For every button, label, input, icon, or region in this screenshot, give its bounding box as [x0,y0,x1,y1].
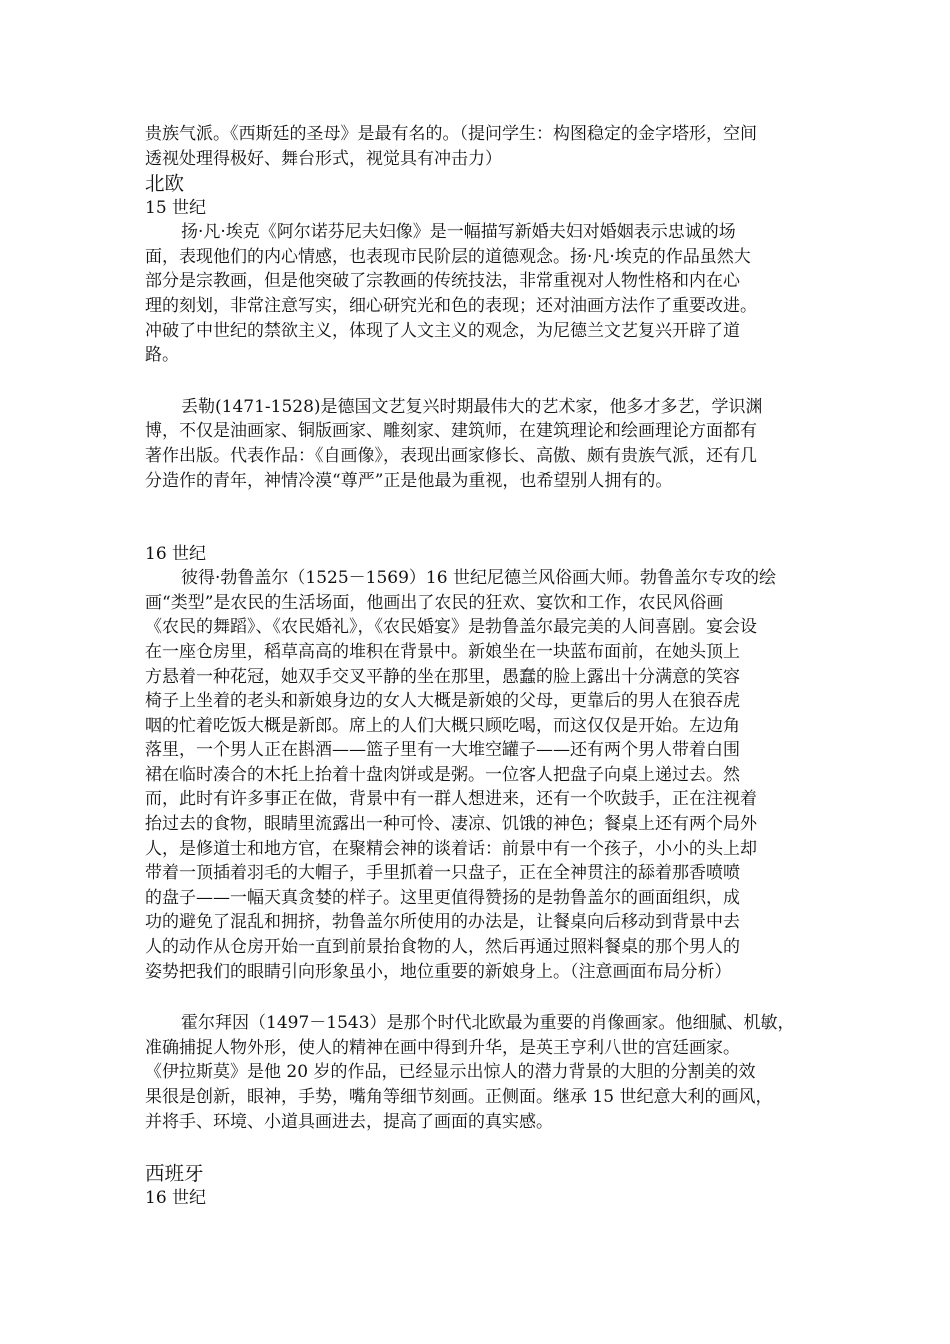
text-line: 方悬着一种花冠，她双手交叉平静的坐在那里，愚蠢的脸上露出十分满意的笑容 [145,666,740,687]
text-line: 咽的忙着吃饭大概是新郎。席上的人们大概只顾吃喝，而这仅仅是开始。左边角 [145,715,740,736]
paragraph-durer [145,395,813,493]
text-line: 带着一顶插着羽毛的大帽子，手里抓着一只盘子，正在全神贯注的舔着那香喷喷 [145,863,740,884]
text-line: 椅子上坐着的老头和新娘身边的女人大概是新娘的父母，更靠后的男人在狼吞虎 [145,691,740,712]
text-line: 彼得·勃鲁盖尔（1525－1569）16 世纪尼德兰风俗画大师。勃鲁盖尔专攻的绘 [181,568,776,589]
text-line: 画“类型”是农民的生活场面，他画出了农民的狂欢、宴饮和工作，农民风俗画 [145,592,724,613]
text-line: 霍尔拜因（1497－1543）是那个时代北欧最为重要的肖像画家。他细腻、机敏， [181,1013,795,1034]
spacer [145,984,813,1011]
text-line: 而，此时有许多事正在做，背景中有一群人想进来，还有一个吹鼓手，正在注视着 [145,789,757,810]
paragraph-bruegel [145,566,813,984]
text-line: 贵族气派。《西斯廷的圣母》是最有名的。（提问学生：构图稳定的金字塔形，空间 [145,124,757,144]
text-line: 《农民的舞蹈》、《农民婚礼》，《农民婚宴》是勃鲁盖尔最完美的人间喜剧。宴会设 [145,617,757,638]
text-line: 裙在临时凑合的木托上抬着十盘肉饼或是粥。一位客人把盘子向桌上递过去。然 [145,764,740,785]
text-line: 分造作的青年，神情冷漠“尊严”正是他最为重视，也希望别人拥有的。 [145,470,673,491]
text-line: 丢勒(1471-1528)是德国文艺复兴时期最伟大的艺术家，他多才多艺，学识渊 [181,396,763,417]
spacer [145,1134,813,1161]
text-line: 博，不仅是油画家、铜版画家、雕刻家、建筑师，在建筑理论和绘画理论方面都有 [145,421,757,442]
section-title-north-europe: 北欧 [145,172,185,196]
subheading-spain-16th-century: 16 世纪 [145,1188,207,1209]
spacer [145,368,813,395]
text-line: 果很是创新，眼神，手势，嘴角等细节刻画。正侧面。继承 15 世纪意大利的画风， [145,1087,773,1107]
subheading-15th-century: 15 世纪 [145,198,207,219]
text-line: 人，是修道士和地方官，在聚精会神的谈着话：前景中有一个孩子，小小的头上却 [145,838,757,859]
text-line: 透视处理得极好、舞台形式，视觉具有冲击力） [145,148,502,169]
text-line: 著作出版。代表作品：《自画像》，表现出画家修长、高傲、颇有贵族气派，还有几 [145,445,757,466]
text-line: 在一座仓房里，稻草高高的堆积在背景中。新娘坐在一块蓝布面前，在她头顶上 [145,641,740,662]
spacer [145,493,813,542]
text-line: 并将手、环境、小道具画进去，提高了画面的真实感。 [145,1111,553,1132]
section-title-spain: 西班牙 [145,1162,204,1186]
document-page [145,122,813,1210]
text-line: 冲破了中世纪的禁欲主义，体现了人文主义的观念，为尼德兰文艺复兴开辟了道 [145,320,740,341]
text-line: 路。 [145,345,179,366]
text-line: 姿势把我们的眼睛引向形象虽小，地位重要的新娘身上。（注意画面布局分析） [145,961,732,982]
intro-paragraph [145,122,813,171]
text-line: 的盘子——一幅天真贪婪的样子。这里更值得赞扬的是勃鲁盖尔的画面组织，成 [145,887,740,908]
subheading-16th-century: 16 世纪 [145,544,207,565]
text-line: 人的动作从仓房开始一直到前景抬食物的人，然后再通过照料餐桌的那个男人的 [145,937,740,958]
text-line: 功的避免了混乱和拥挤，勃鲁盖尔所使用的办法是，让餐桌向后移动到背景中去 [145,912,740,933]
text-line: 部分是宗教画，但是他突破了宗教画的传统技法，非常重视对人物性格和内在心 [145,271,740,292]
text-line: 面，表现他们的内心情感，也表现市民阶层的道德观念。扬·凡·埃克的作品虽然大 [145,246,751,267]
text-line: 理的刻划，非常注意写实，细心研究光和色的表现；还对油画方法作了重要改进。 [145,295,757,316]
text-line: 准确捕捉人物外形，使人的精神在画中得到升华，是英王亨利八世的宫廷画家。 [145,1037,740,1058]
text-line: 落里，一个男人正在斟酒——篮子里有一大堆空罐子——还有两个男人带着白围 [145,740,740,761]
text-line: 《伊拉斯莫》是他 20 岁的作品，已经显示出惊人的潜力背景的大胆的分割美的效 [145,1062,756,1083]
text-line: 扬·凡·埃克《阿尔诺芬尼夫妇像》是一幅描写新婚夫妇对婚姻表示忠诚的场 [181,222,736,243]
paragraph-van-eyck [145,220,813,368]
paragraph-holbein [145,1011,813,1134]
text-line: 抬过去的食物，眼睛里流露出一种可怜、凄凉、饥饿的神色；餐桌上还有两个局外 [145,814,757,835]
